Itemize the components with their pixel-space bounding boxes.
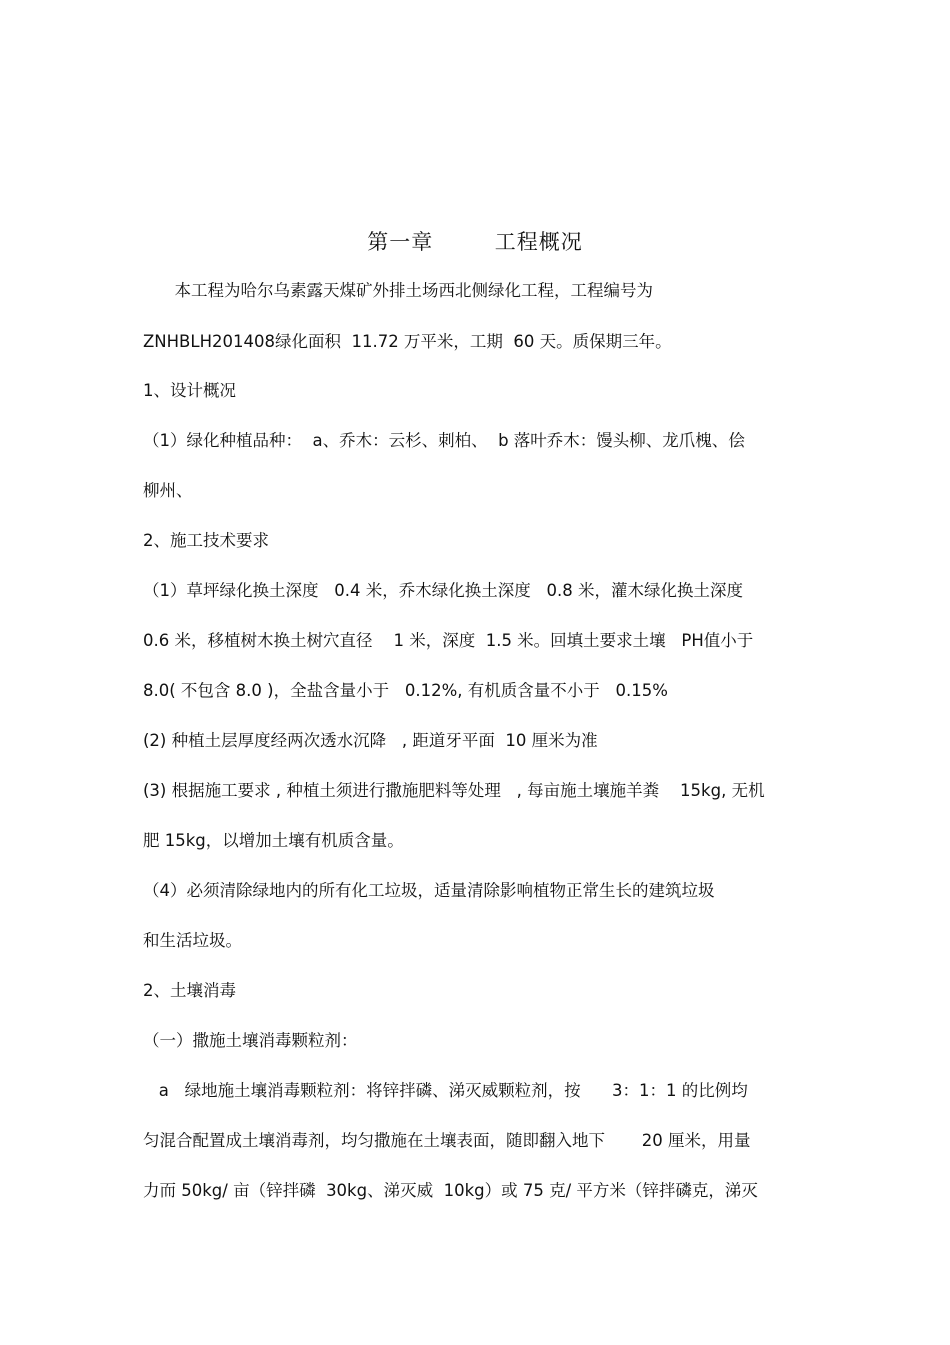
- paragraph-line: （一）撒施土壤消毒颗粒剂：: [143, 1031, 358, 1050]
- paragraph-line: 肥 15kg，以增加土壤有机质含量。: [143, 831, 404, 850]
- paragraph-line: (3) 根据施工要求 , 种植土须进行撒施肥料等处理 , 每亩施土壤施羊粪 15kg, 无机: [143, 781, 765, 800]
- paragraph-line: （1）草坪绿化换土深度 0.4 米，乔木绿化换土深度 0.8 米，灌木绿化换土深度: [143, 581, 743, 600]
- chapter-title: 第一章 工程概况: [367, 230, 583, 254]
- paragraph-line: 匀混合配置成土壤消毒剂，均匀撒施在土壤表面，随即翻入地下 20 厘米，用量: [143, 1131, 751, 1150]
- section-heading: 1、设计概况: [143, 381, 236, 400]
- paragraph-line: 0.6 米，移植树木换土树穴直径 1 米，深度 1.5 米。回填土要求土壤 PH值小于: [143, 631, 754, 650]
- paragraph-line: 和生活垃圾。: [143, 931, 242, 950]
- paragraph-line: 8.0( 不包含 8.0 )，全盐含量小于 0.12%, 有机质含量不小于 0.15%: [143, 681, 668, 700]
- section-heading: 2、施工技术要求: [143, 531, 269, 550]
- paragraph-line: a 绿地施土壤消毒颗粒剂：将锌拌磷、涕灭威颗粒剂，按 3：1：1 的比例均: [143, 1081, 748, 1100]
- paragraph-line: (2) 种植土层厚度经两次透水沉降 , 距道牙平面 10 厘米为准: [143, 731, 598, 750]
- paragraph-line: 力而 50kg/ 亩（锌拌磷 30kg、涕灭威 10kg）或 75 克/ 平方米（锌拌磷克，涕灭: [143, 1181, 758, 1200]
- paragraph-line: （1）绿化种植品种： a、乔木：云杉、刺柏、 b 落叶乔木：馒头柳、龙爪槐、侩: [143, 431, 745, 450]
- paragraph-line: ZNHBLH201408绿化面积 11.72 万平米，工期 60 天。质保期三年。: [143, 332, 672, 351]
- section-heading: 2、土壤消毒: [143, 981, 236, 1000]
- paragraph-line: 柳州、: [143, 481, 193, 500]
- paragraph-line: （4）必须清除绿地内的所有化工垃圾，适量清除影响植物正常生长的建筑垃圾: [143, 881, 715, 900]
- paragraph-line: 本工程为哈尔乌素露天煤矿外排土场西北侧绿化工程，工程编号为: [143, 281, 653, 300]
